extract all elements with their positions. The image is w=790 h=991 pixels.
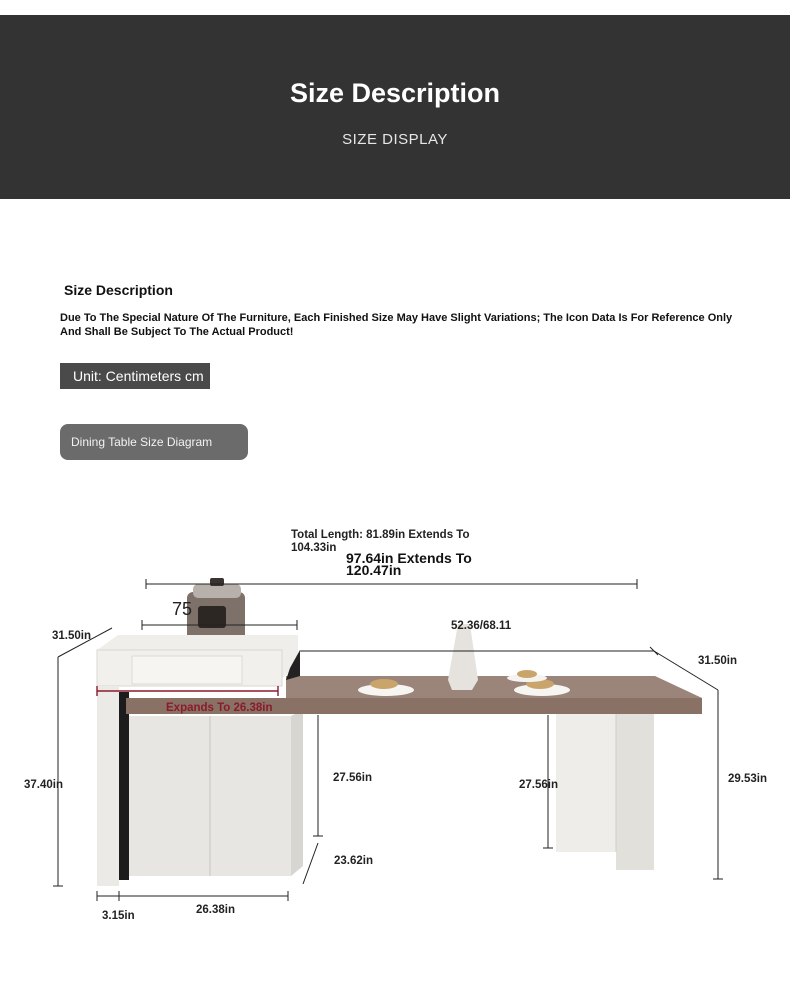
section-heading: Size Description xyxy=(64,282,173,298)
table-depth-label: 31.50in xyxy=(698,655,737,667)
overall-length-label: 97.64in Extends To 120.47in xyxy=(346,550,472,578)
table-height-label: 29.53in xyxy=(728,773,767,785)
base-width-label: 26.38in xyxy=(196,904,235,916)
table-length-label: 52.36/68.11 xyxy=(451,620,512,632)
inner-height-left-label: 27.56in xyxy=(333,772,372,784)
diagram-button[interactable]: Dining Table Size Diagram xyxy=(60,424,248,460)
cabinet-width-label: 75 xyxy=(172,599,193,619)
disclaimer-note: Due To The Special Nature Of The Furniture, Each Finished Size May Have Slight Variations; The Icon Data Is For Reference Only And Shall Be Subject To The Actual Product! xyxy=(60,312,733,338)
inner-height-right-label: 27.56in xyxy=(519,779,558,791)
cabinet-height-label: 37.40in xyxy=(24,779,63,791)
cabinet-icon xyxy=(97,635,303,886)
expands-label: Expands To 26.38in xyxy=(166,702,273,714)
base-offset-label: 3.15in xyxy=(102,910,135,922)
banner-title: Size Description xyxy=(289,78,501,108)
banner-subtitle: SIZE DISPLAY xyxy=(342,131,448,148)
total-length-label: Total Length: 81.89in Extends To 104.33in xyxy=(291,529,470,554)
unit-label: Unit: Centimeters cm xyxy=(60,363,210,389)
tableware-icon xyxy=(358,624,570,696)
table-leg-icon xyxy=(556,714,654,870)
cabinet-depth-label: 31.50in xyxy=(52,630,91,642)
cabinet-side-depth-label: 23.62in xyxy=(334,855,373,867)
